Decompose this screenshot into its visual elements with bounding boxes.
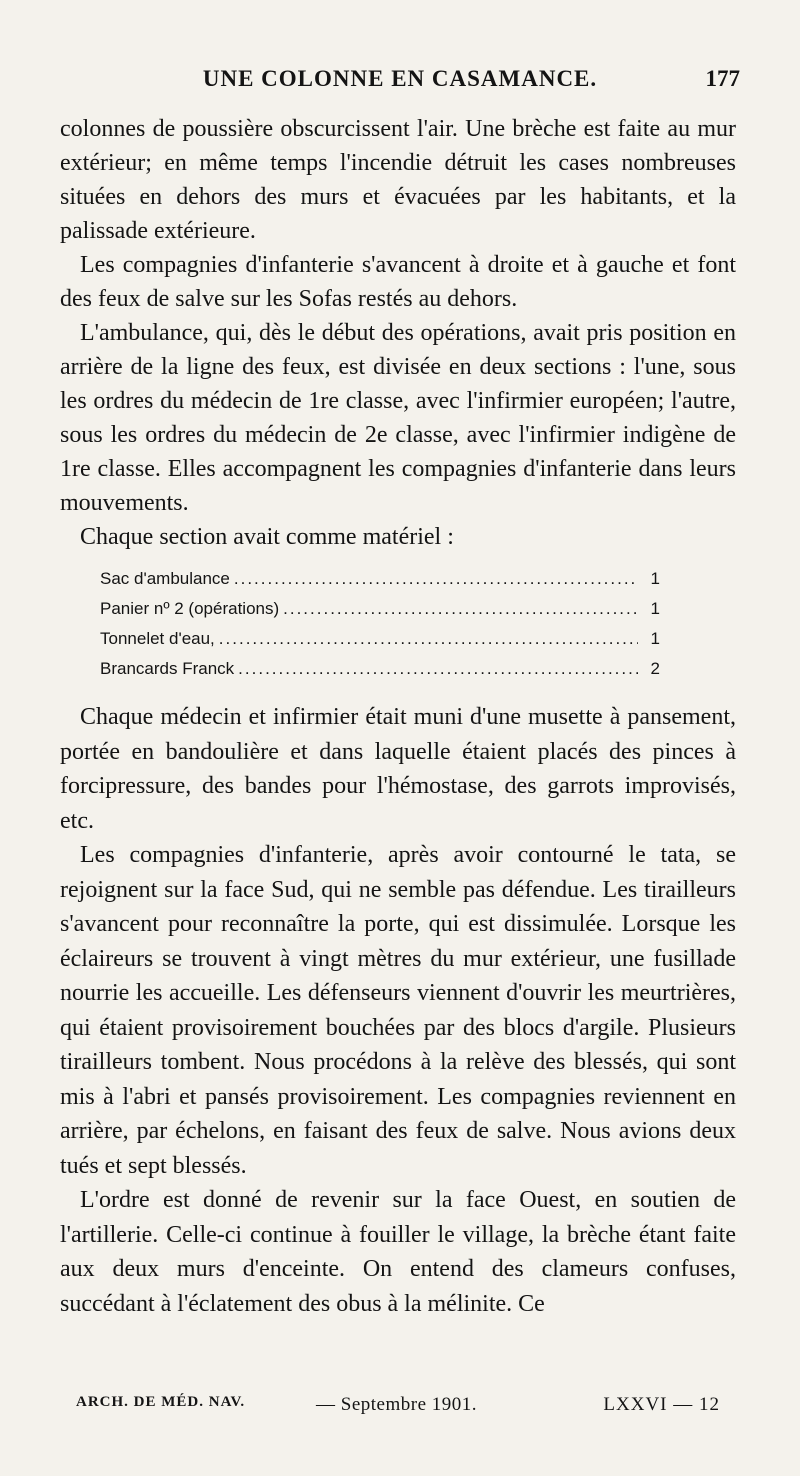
item-quantity: 1 [650,599,660,618]
dot-leader [238,654,638,684]
paragraph: L'ambulance, qui, dès le début des opérations, avait pris position en arrière de la ligne des feux, est divisée en deux sections : l'une, sous les ordres du médecin de 1re classe, avec l'infirmier européen; l'autre, sous les ordres du médecin de 2e classe, avec l'infirmier indigène de 1re classe. Elles accompagnent les compagnies d'infanterie dans leurs mouvements. [60,320,736,516]
volume-signature: LXXVI — 12 [603,1394,720,1415]
page-number: 177 [705,66,740,91]
item-quantity: 1 [650,569,660,588]
paragraph: Chaque médecin et infirmier était muni d'une musette à pansement, portée en bandoulière et dans laquelle étaient placés des pinces à forcipressure, des bandes pour l'hémostase, des garrots improvisés, etc. [60,704,736,834]
list-item [100,594,660,624]
page-footer [76,1394,720,1422]
paragraph: Les compagnies d'infanterie, après avoir contourné le tata, se rejoignent sur la face Sud, qui ne semble pas défendue. Les tirailleurs s'avancent pour reconnaître la porte, qui est dissimulée. Lorsque les éclaireurs se trouvent à vingt mètres du mur extérieur, une fusillade nourrie les accueille. Les défenseurs viennent d'ouvrir les meurtrières, qui étaient provisoirement bouchées par des blocs d'argile. Plusieurs tirailleurs tombent. Nous procédons à la relève des blessés, qui sont mis à l'abri et pansés provisoirement. Les compagnies reviennent en arrière, par échelons, en faisant des feux de salve. Nous avions deux tués et sept blessés. [60,842,736,1179]
paragraph: Chaque section avait comme matériel : [80,524,454,550]
journal-abbreviation: ARCH. DE MÉD. NAV. [76,1394,246,1410]
item-quantity: 1 [650,629,660,648]
item-label: Sac d'ambulance [100,569,230,588]
item-label: Panier nº 2 (opérations) [100,599,280,618]
equipment-list [100,564,660,684]
list-item [100,654,660,684]
running-title: UNE COLONNE EN CASAMANCE. [202,66,598,91]
item-label: Tonnelet d'eau, [100,629,215,648]
body-text-top [60,112,736,554]
paragraph: L'ordre est donné de revenir sur la face Ouest, en soutien de l'artillerie. Celle-ci continue à fouiller le village, la brèche étant faite aux deux murs d'enceinte. On entend des clameurs confuses, succédant à l'éclatement des obus à la mélinite. Ce [60,1187,736,1317]
body-text-bottom [60,700,736,1321]
dot-leader [219,624,638,654]
dot-leader [283,594,638,624]
dot-leader [234,564,638,594]
paragraph: colonnes de poussière obscurcissent l'air. Une brèche est faite au mur extérieur; en même temps l'incendie détruit les cases nombreuses situées en dehors des murs et évacuées par les habitants, et la palissade extérieure. [60,116,736,244]
list-item [100,564,660,594]
item-quantity: 2 [650,659,660,678]
paragraph: Les compagnies d'infanterie s'avancent à droite et à gauche et font des feux de salve sur les Sofas restés au dehors. [60,252,736,312]
issue-date: — Septembre 1901. [316,1394,478,1415]
page-header [60,66,740,96]
list-item [100,624,660,654]
item-label: Brancards Franck [100,659,235,678]
